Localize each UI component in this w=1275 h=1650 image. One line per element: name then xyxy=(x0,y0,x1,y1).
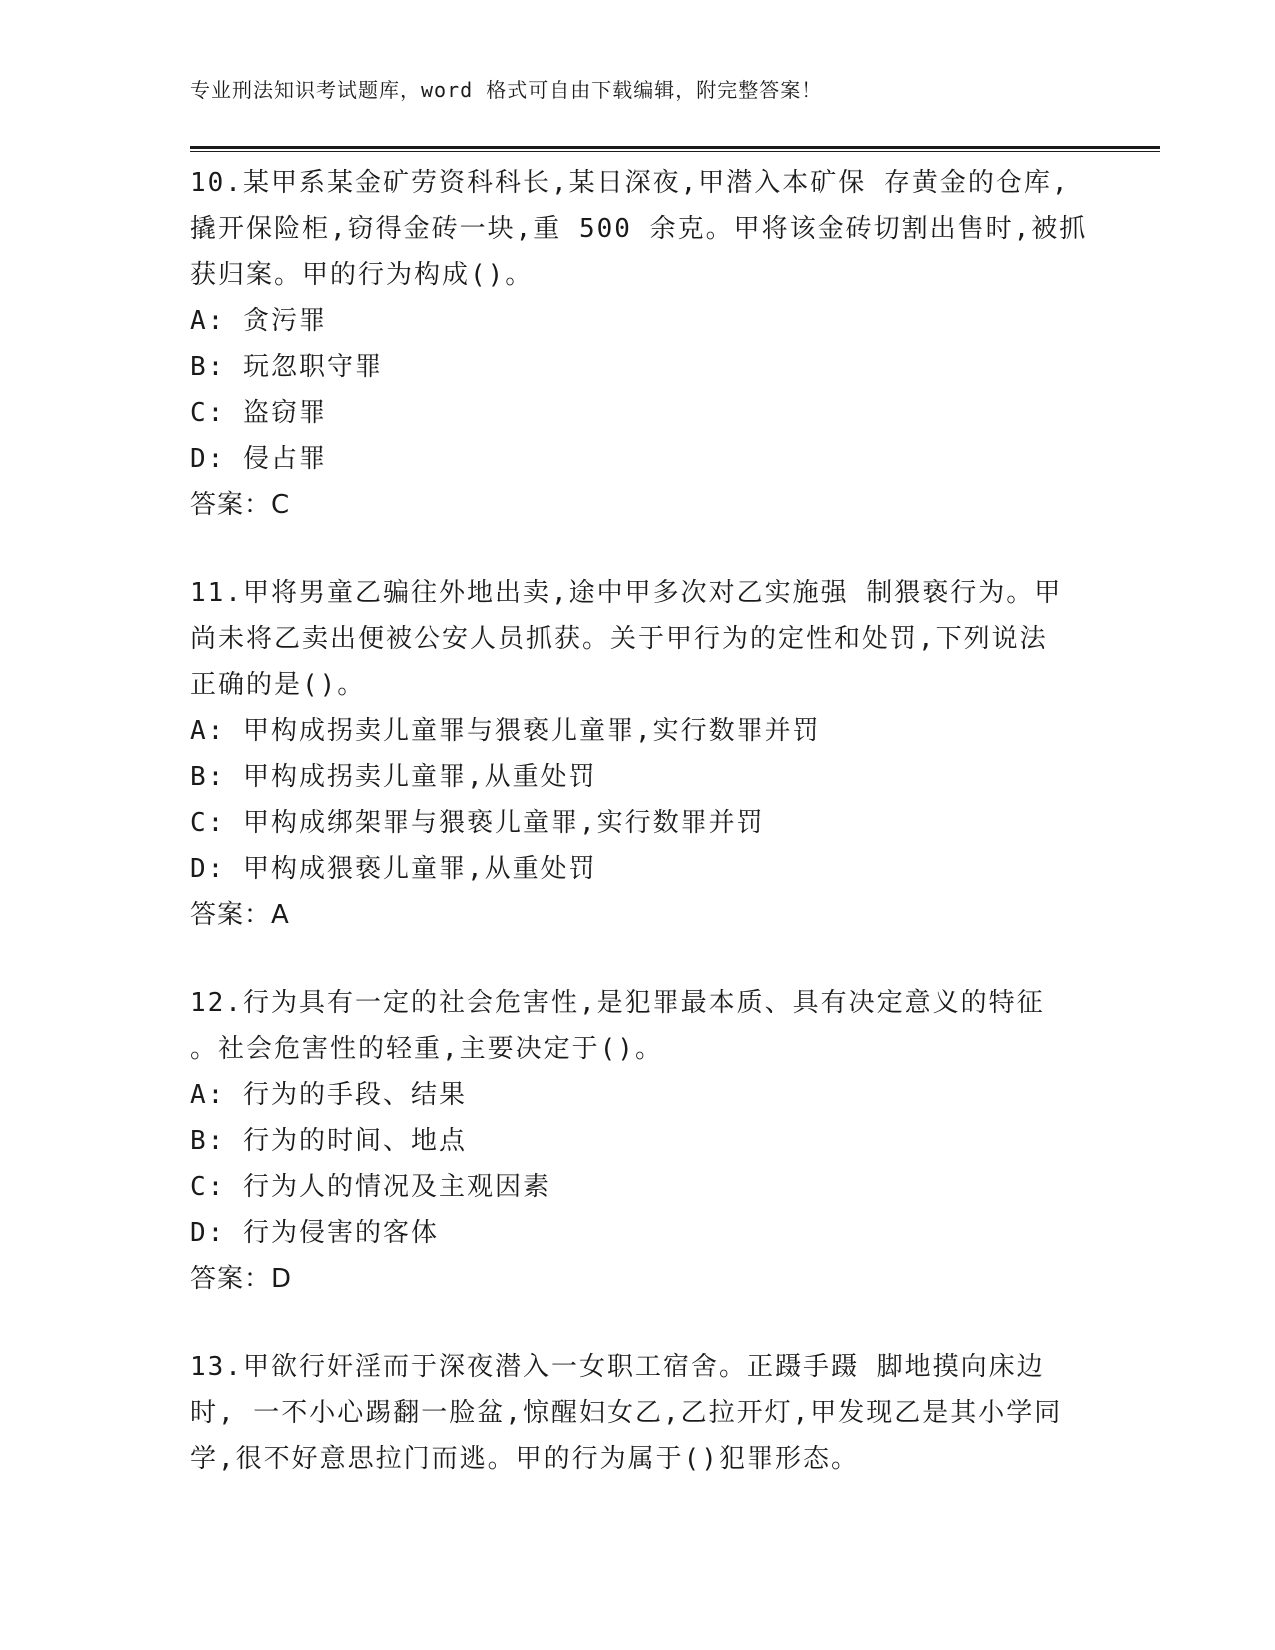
header-rule-thin xyxy=(190,151,1160,152)
option-d: D: 甲构成猥亵儿童罪,从重处罚 xyxy=(190,854,597,884)
option-b: B: 玩忽职守罪 xyxy=(190,352,383,382)
option-d: D: 侵占罪 xyxy=(190,444,327,474)
option-a: A: 甲构成拐卖儿童罪与猥亵儿童罪,实行数罪并罚 xyxy=(190,716,821,746)
question-stem-line: 获归案。甲的行为构成()。 xyxy=(190,260,534,290)
question-10 xyxy=(190,160,1090,528)
question-12 xyxy=(190,980,1090,1302)
question-stem-line: 学,很不好意思拉门而逃。甲的行为属于()犯罪形态。 xyxy=(190,1444,859,1474)
question-stem-line: 12.行为具有一定的社会危害性,是犯罪最本质、具有决定意义的特征 xyxy=(190,988,1045,1018)
header-rule-thick xyxy=(190,146,1160,149)
question-stem-line: 。社会危害性的轻重,主要决定于()。 xyxy=(190,1034,663,1064)
answer: 答案：A xyxy=(190,900,290,930)
question-13 xyxy=(190,1344,1090,1482)
answer: 答案：C xyxy=(190,490,291,520)
question-stem-line: 13.甲欲行奸淫而于深夜潜入一女职工宿舍。正蹑手蹑 脚地摸向床边 xyxy=(190,1352,1045,1382)
question-stem-line: 10.某甲系某金矿劳资科科长,某日深夜,甲潜入本矿保 存黄金的仓库, xyxy=(190,168,1070,198)
question-stem-line: 时, 一不小心踢翻一脸盆,惊醒妇女乙,乙拉开灯,甲发现乙是其小学同 xyxy=(190,1398,1063,1428)
question-11 xyxy=(190,570,1090,938)
option-a: A: 贪污罪 xyxy=(190,306,327,336)
option-b: B: 甲构成拐卖儿童罪,从重处罚 xyxy=(190,762,597,792)
page-header: 专业刑法知识考试题库，word 格式可自由下载编辑，附完整答案！ xyxy=(190,78,823,102)
option-b: B: 行为的时间、地点 xyxy=(190,1126,467,1156)
option-c: C: 甲构成绑架罪与猥亵儿童罪,实行数罪并罚 xyxy=(190,808,765,838)
option-c: C: 行为人的情况及主观因素 xyxy=(190,1172,551,1202)
question-stem-line: 11.甲将男童乙骗往外地出卖,途中甲多次对乙实施强 制猥亵行为。甲 xyxy=(190,578,1063,608)
question-stem-line: 正确的是()。 xyxy=(190,670,366,700)
answer: 答案：D xyxy=(190,1264,293,1294)
question-list xyxy=(190,160,1090,1524)
option-d: D: 行为侵害的客体 xyxy=(190,1218,439,1248)
question-stem-line: 撬开保险柜,窃得金砖一块,重 500 余克。甲将该金砖切割出售时,被抓 xyxy=(190,214,1088,244)
option-a: A: 行为的手段、结果 xyxy=(190,1080,467,1110)
option-c: C: 盗窃罪 xyxy=(190,398,327,428)
question-stem-line: 尚未将乙卖出便被公安人员抓获。关于甲行为的定性和处罚,下列说法 xyxy=(190,624,1048,654)
